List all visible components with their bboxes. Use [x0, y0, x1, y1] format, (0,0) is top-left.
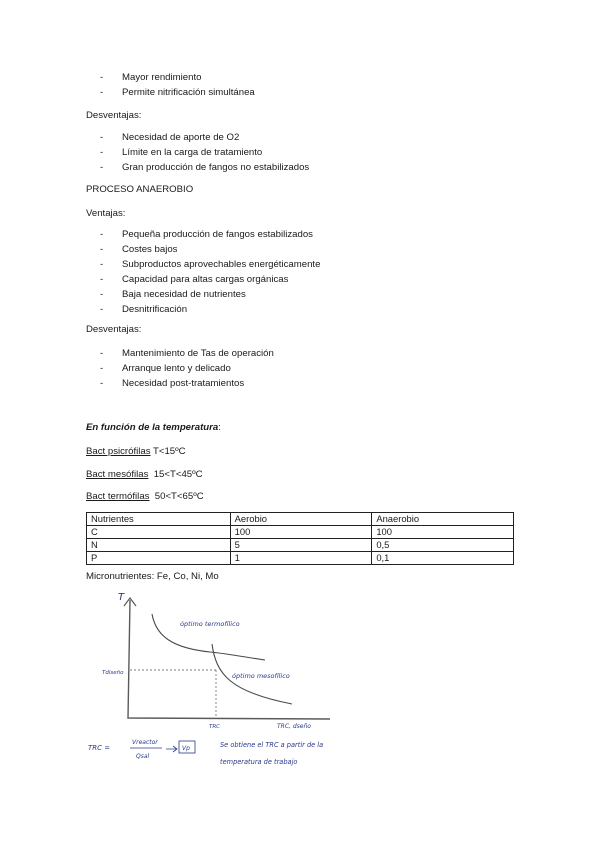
list-item: - Necesidad post-tratamientos [100, 378, 245, 389]
list-item: - Costes bajos [100, 244, 178, 255]
aerobio-desventajas-list [100, 130, 309, 175]
bacteria-name: Bact psicrófilas [86, 446, 151, 457]
bacteria-range: 15<T<45ºC [148, 469, 203, 480]
formula-denominator: Qsal [136, 753, 150, 760]
list-item: - Mayor rendimiento [100, 72, 202, 83]
list-item: - Baja necesidad de nutrientes [100, 289, 246, 300]
temperatura-heading-text: En función de la temperatura [86, 422, 219, 433]
formula-arrow [166, 746, 177, 752]
bacteria-name: Bact termófilas [86, 491, 150, 502]
desventajas-heading-anaerobio: Desventajas: [86, 324, 142, 335]
list-item: - Necesidad de aporte de O2 [100, 132, 240, 143]
list-item: - Arranque lento y delicado [100, 363, 231, 374]
section-title-anaerobio: PROCESO ANAEROBIO [86, 184, 194, 195]
formula-numerator: Vreactor [132, 739, 158, 746]
sketch-t-label: Tdiseño [102, 670, 124, 676]
table-cell: 0,1 [372, 552, 514, 565]
table-header-cell: Anaerobio [372, 513, 514, 526]
table-cell: 0,5 [372, 539, 514, 552]
table-cell: 1 [230, 552, 372, 565]
ventajas-heading: Ventajas: [86, 208, 126, 219]
table-header-cell: Nutrientes [87, 513, 231, 526]
micronutrientes-text: Micronutrientes: Fe, Co, Ni, Mo [86, 571, 219, 582]
formula-lhs: TRC = [88, 744, 111, 752]
table-row [87, 552, 514, 565]
nutrientes-table [86, 512, 514, 565]
sketch-curve1-label: óptimo termofílico [180, 620, 240, 628]
list-item: - Gran producción de fangos no estabilizados [100, 162, 310, 173]
sketch-note-line2: temperatura de trabajo [220, 758, 298, 766]
bacteria-mesofilas [86, 468, 203, 482]
sketch-trc-tick: TRC [209, 724, 221, 730]
bacteria-termofilas [86, 490, 204, 504]
desventajas-heading: Desventajas: [86, 110, 142, 121]
table-cell: 100 [372, 526, 514, 539]
bacteria-range: 50<T<65ºC [149, 491, 204, 502]
table-cell: C [87, 526, 231, 539]
sketch-axes [128, 600, 330, 719]
temperatura-heading [86, 421, 221, 435]
table-cell: 100 [230, 526, 372, 539]
table-cell: 5 [230, 539, 372, 552]
list-item: - Permite nitrificación simultánea [100, 87, 255, 98]
list-item: - Pequeña producción de fangos estabilizados [100, 229, 313, 240]
sketch-x-axis-label: TRC, dseño [277, 723, 311, 730]
table-header-row [87, 513, 514, 526]
formula-box-label: Vp [182, 745, 190, 752]
bacteria-range: T<15ºC [150, 446, 186, 457]
list-item: - Capacidad para altas cargas orgánicas [100, 274, 289, 285]
anaerobio-ventajas-list [100, 227, 320, 317]
temperatura-heading-colon: : [218, 422, 221, 433]
table-row [87, 526, 514, 539]
table-header-cell: Aerobio [230, 513, 372, 526]
list-item: - Mantenimiento de Tas de operación [100, 348, 274, 359]
bacteria-name: Bact mesófilas [86, 469, 149, 480]
anaerobio-desventajas-list [100, 346, 274, 391]
list-item: - Subproductos aprovechables energéticamente [100, 259, 321, 270]
table-cell: N [87, 539, 231, 552]
list-item: - Límite en la carga de tratamiento [100, 147, 263, 158]
sketch-note-line1: Se obtiene el TRC a partir de la [220, 741, 324, 749]
handwritten-sketch [80, 588, 400, 778]
sketch-curve2-label: óptimo mesofílico [232, 672, 290, 680]
bacteria-psicrofilas [86, 445, 186, 459]
table-row [87, 539, 514, 552]
aerobio-ventajas-list [100, 70, 255, 100]
sketch-y-axis-label: T [118, 592, 125, 603]
table-cell: P [87, 552, 231, 565]
list-item: - Desnitrificación [100, 304, 188, 315]
